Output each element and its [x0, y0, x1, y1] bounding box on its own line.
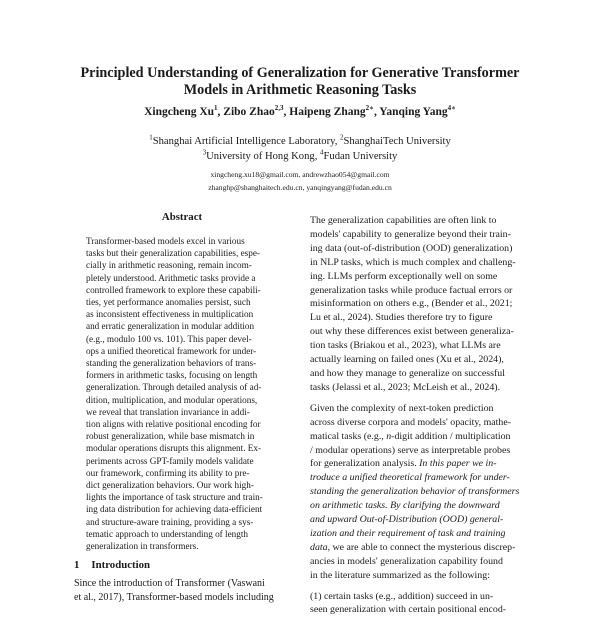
abstract-text: [86, 235, 276, 552]
title-line-1: Principled Understanding of Generalization for Generative Transformer: [80, 65, 520, 81]
author-name: Haipeng Zhang: [289, 106, 366, 118]
text-fragment: In this paper we in-: [419, 458, 497, 470]
introduction-text: [74, 577, 290, 605]
author-mark: 1: [214, 104, 218, 113]
paper-title: [40, 65, 560, 99]
text-line: The generalization capabilities are often link to: [310, 215, 497, 226]
text-fragment: matical tasks (e.g.,: [310, 430, 387, 442]
right-column-text: [310, 214, 526, 617]
text-fragment: n: [386, 430, 392, 442]
affiliation-mark: 2: [340, 133, 344, 142]
text-line: misinformation on others e.g., (Bender et al., 2021;: [310, 298, 513, 310]
paragraph-list-start: [310, 590, 526, 617]
text-line: ing data (out-of-distribution (OOD) generalization): [310, 242, 513, 254]
text-line: and erratic generalization in modular addition: [86, 321, 255, 332]
affiliation-line-1: [40, 135, 560, 150]
text-line: periments across GPT-family models validate: [86, 455, 254, 466]
affiliation-text: Shanghai Artificial Intelligence Laboratory,: [152, 136, 341, 147]
text-line: ties, yet performance anomalies persist, such: [86, 297, 251, 308]
text-line: and how they manage to generalize on successful: [310, 367, 505, 379]
author-name: Zibo Zhao: [223, 106, 275, 118]
text-line: models' capability to generalize beyond their train-: [310, 228, 511, 240]
paragraph-generalization: [310, 214, 526, 395]
abstract-heading: Abstract: [161, 211, 203, 223]
text-line: [310, 457, 526, 471]
text-fragment: -digit addition / multiplication: [391, 430, 511, 442]
text-line: pletely understood. Arithmetic tasks provide a: [86, 272, 256, 283]
text-line: generalization tasks while produce factual errors or: [310, 284, 513, 296]
author-mark: 2∗: [365, 104, 374, 113]
text-fragment: for generalization analysis.: [310, 458, 420, 470]
author-name: Xingcheng Xu: [144, 106, 215, 118]
text-line: standing the generalization behaviors of trans-: [86, 358, 257, 369]
email-line[interactable]: zhanghp@shanghaitech.edu.cn, yanqingyang@fudan.edu.cn: [208, 183, 392, 192]
section-title: Introduction: [91, 559, 151, 571]
title-line-2: Models in Arithmetic Reasoning Tasks: [183, 82, 417, 98]
affiliations: [40, 135, 560, 164]
text-line: out why these differences exist between generaliza-: [310, 326, 514, 338]
text-line: we reveal that translation invariance in addi-: [86, 406, 250, 417]
text-line: [310, 430, 526, 444]
affiliation-text: University of Hong Kong,: [206, 150, 320, 162]
text-line: Lu et al., 2024). Studies therefore try to figure: [310, 312, 493, 324]
affiliation-text: ShanghaiTech University: [343, 136, 451, 147]
text-line: our framework, confirming its ability to pre-: [86, 467, 250, 478]
text-line: tematic approach to understanding of length: [86, 528, 249, 539]
text-line: ing. LLMs perform exceptionally well on some: [310, 270, 498, 282]
text-fragment: data: [310, 541, 328, 553]
text-line: dition, multiplication, and modular operations,: [86, 394, 258, 405]
author-mark: 2,3: [274, 104, 284, 113]
text-line: ancies in models' generalization capability found: [310, 555, 503, 567]
text-line: ops a unified theoretical framework for under-: [86, 345, 257, 356]
text-line: across diverse corpora and models' opacity, mathe-: [310, 416, 512, 428]
text-line: Since the introduction of Transformer (Vaswani: [74, 578, 265, 589]
text-line: (1) certain tasks (e.g., addition) succeed in un-: [310, 590, 494, 602]
text-line: tasks (Jelassi et al., 2023; McLeish et al., 2024).: [310, 381, 501, 393]
affiliation-text: Fudan University: [323, 150, 398, 162]
text-line: in NLP tasks, which is much complex and challeng-: [310, 256, 516, 268]
text-line: robust generalization, while base mismatch in: [86, 431, 255, 442]
text-line: controlled framework to explore these capabili-: [86, 284, 261, 295]
text-line: as inconsistent effectiveness in multiplication: [86, 309, 254, 320]
text-line: and upward Out-of-Distribution (OOD) general-: [310, 514, 504, 526]
text-line: tion tasks (Briakou et al., 2023), what LLMs are: [310, 340, 501, 352]
text-line: generalization in transformers.: [86, 541, 199, 552]
text-line: standing the generalization behavior of transformers: [310, 486, 520, 498]
text-line: (e.g., modulo 100 vs. 101). This paper devel-: [86, 333, 252, 344]
affiliation-mark: 1: [149, 133, 153, 142]
text-line: generalization. Through detailed analysis of ad-: [86, 382, 262, 393]
text-line: on arithmetic tasks. By clarifying the downward: [310, 500, 500, 512]
text-line: cially in arithmetic reasoning, remain incom-: [86, 260, 252, 271]
text-line: ing data distribution for achieving data-efficient: [86, 504, 263, 515]
text-line: tasks but their generalization capabilities, espe-: [86, 248, 260, 259]
text-line: [310, 541, 526, 555]
email-block: [40, 168, 560, 194]
affiliation-mark: 3: [202, 147, 207, 156]
text-line: and structure-aware training, providing a sys-: [86, 516, 254, 527]
text-line: et al., 2017), Transformer-based models including: [74, 592, 274, 603]
section-number: 1: [74, 559, 80, 571]
section-heading-introduction: [74, 559, 150, 571]
text-line: actually learning on failed ones (Xu et al., 2024),: [310, 354, 504, 366]
text-line: troduce a unified theoretical framework for under-: [310, 472, 510, 484]
text-line: tion aligns with relative positional encoding for: [86, 419, 261, 430]
text-line: ization and their requirement of task and training: [310, 527, 506, 539]
author-mark: 4∗: [447, 104, 456, 113]
author-list: Xingcheng Xu$^1$, Zibo Zhao$^{2,3}$, Haipeng Zhang$^{2∗}$, Yanqing Yang$^{4∗}$: [144, 104, 456, 118]
author-name: Yanqing Yang: [379, 106, 448, 118]
text-line: seen generalization with certain positional encod-: [310, 604, 507, 616]
affiliation-mark: 4: [320, 147, 324, 156]
paragraph-complexity: [310, 402, 526, 583]
text-line: Transformer-based models excel in various: [86, 236, 245, 246]
text-line: Given the complexity of next-token prediction: [310, 402, 494, 414]
text-line: modular operations disrupts this alignment. Ex-: [86, 443, 262, 454]
text-line: formers in arithmetic tasks, focusing on length: [86, 370, 258, 381]
text-line: lights the importance of task structure and train-: [86, 492, 263, 503]
text-line: / modular operations) serve as interpretable probes: [310, 444, 511, 456]
text-line: in the literature summarized as the following:: [310, 569, 490, 581]
text-line: dict generalization behaviors. Our work high-: [86, 480, 254, 491]
text-fragment: , we are able to connect the mysterious discrep-: [327, 541, 516, 553]
email-line[interactable]: xingcheng.xu18@gmail.com, andrewzhao054@gmail.com: [210, 170, 390, 179]
affiliation-line-2: [40, 147, 560, 165]
